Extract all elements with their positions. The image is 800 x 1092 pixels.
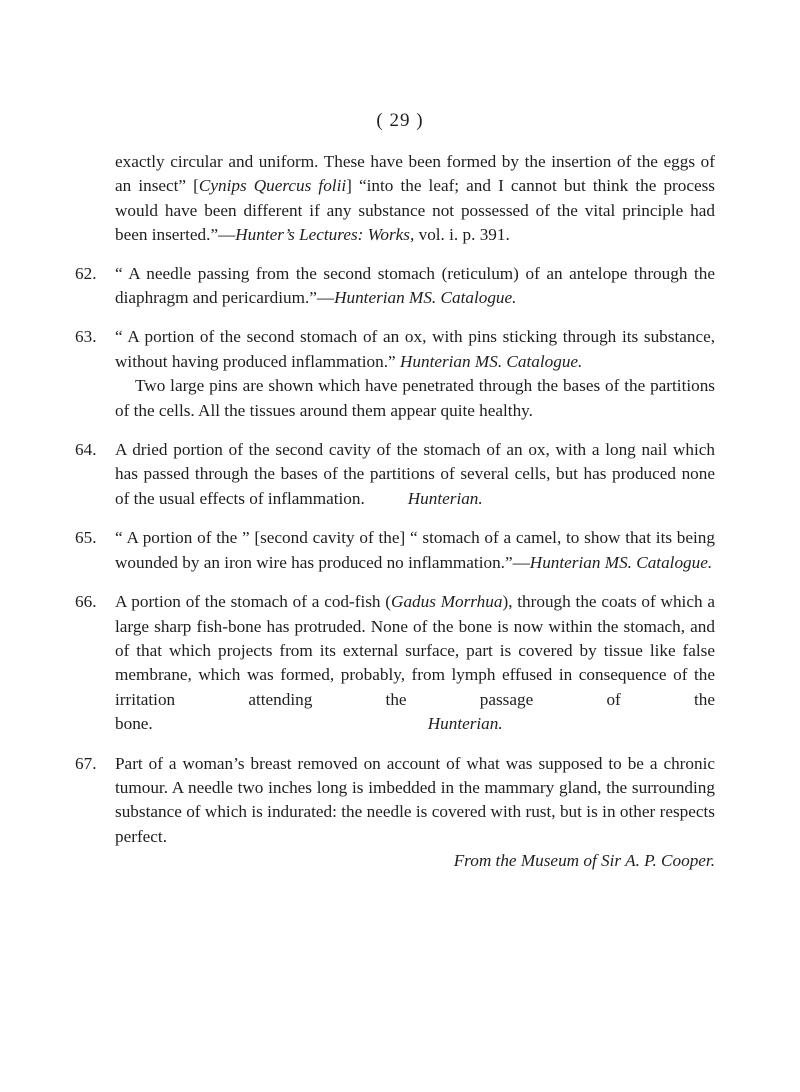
- entry-source: Hunterian MS. Catalogue.: [399, 351, 583, 371]
- entry-text: Part of a woman’s breast removed on account of what was supposed to be a chronic tumour. A needle two inches long is imbedded in the mammary gland, the surrounding substance of which is indurated: the needle is covered with rust, but is in other respects perfect.: [115, 753, 715, 846]
- entry-source: Hunterian MS. Catalogue.: [334, 288, 517, 308]
- lead-bracket-open: [: [193, 176, 199, 196]
- entry-note-text: Two large pins are shown which have penetrated through the bases of the partitions of the cells. All the tissues around them appear quite healthy.: [115, 376, 715, 420]
- lead-citation: Hunter’s Lectures: Works,: [235, 225, 415, 245]
- lead-text-2: “into the leaf; and I cannot but think the process would have been different if any substance not possessed of the vital principle had been inserted.”—: [115, 176, 715, 245]
- entry-number: 66.: [75, 592, 97, 612]
- entry-text: A dried portion of the second cavity of the stomach of an ox, with a long nail which has passed through the bases of the partitions of several cells, but has produced none of the usual effects of inflammation.: [115, 440, 715, 508]
- catalogue-entry-67: [75, 752, 715, 874]
- page-number: ( 29 ): [376, 110, 424, 131]
- continued-paragraph: [115, 150, 715, 248]
- entry-text: “ A needle passing from the second stomach (reticulum) of an antelope through the diaphragm and pericardium.”—: [115, 263, 715, 308]
- lead-species-name: Cynips Quercus folii: [198, 176, 347, 196]
- catalogue-entry-62: [75, 262, 715, 311]
- catalogue-entry-63: [75, 325, 715, 423]
- entry-source: Hunterian.: [407, 488, 483, 508]
- entry-text-continued: ), through the coats of which a large sharp fish-bone has protruded. None of the bone is now within the stomach, and of that which projects from its external surface, part is covered by tissue like false membrane, which was formed, probably, from lymph effused in consequence of the irritation attending the passage of the bone.: [115, 592, 715, 734]
- catalogue-entry-66: [75, 590, 715, 736]
- entry-species-name: Gadus Morrhua: [391, 592, 503, 612]
- lead-citation-volume: vol. i. p. 391.: [414, 225, 510, 245]
- entry-text: A portion of the stomach of a cod-fish (: [115, 592, 392, 612]
- catalogue-entry-65: [75, 526, 715, 575]
- entry-number: 64.: [75, 440, 97, 460]
- page-body: [75, 150, 715, 889]
- entry-source: Hunterian.: [427, 714, 503, 734]
- entry-number: 62.: [75, 263, 97, 283]
- entry-text: “ A portion of the second stomach of an ox, with pins sticking through its substance, without having produced inflammation.”: [115, 327, 715, 371]
- entry-number: 67.: [75, 753, 97, 773]
- catalogue-entry-64: [75, 438, 715, 511]
- entry-text: “ A portion of the ” [second cavity of the] “ stomach of a camel, to show that its being wounded by an iron wire has produced no inflammation.”—: [115, 528, 715, 572]
- lead-bracket-close: ]: [346, 176, 352, 196]
- entry-source: From the Museum of Sir A. P. Cooper.: [453, 851, 715, 871]
- lead-text-1: exactly circular and uniform. These have been formed by the insertion of the eggs of an insect”: [115, 152, 715, 196]
- entry-source: Hunterian MS. Catalogue.: [529, 552, 713, 572]
- entry-number: 65.: [75, 528, 97, 548]
- entry-note: [115, 374, 715, 423]
- entry-number: 63.: [75, 327, 97, 347]
